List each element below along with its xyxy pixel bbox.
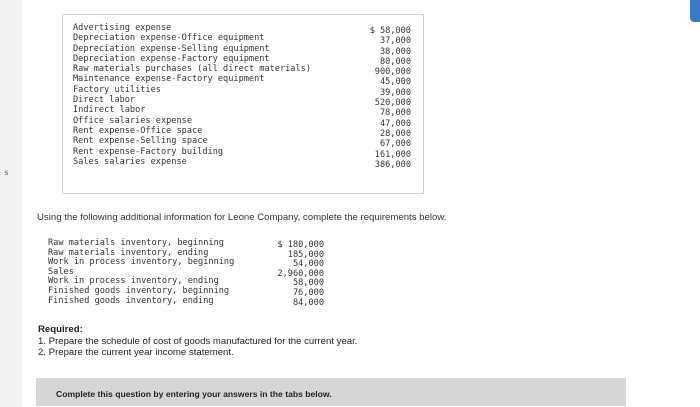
additional-value: 185,000 — [287, 249, 324, 260]
additional-value: $ 180,000 — [277, 240, 324, 250]
expense-label: Office salaries expense — [73, 115, 192, 126]
expense-labels — [73, 23, 311, 167]
expense-value: 28,000 — [379, 128, 411, 139]
additional-info-values — [270, 240, 324, 307]
expense-label: Indirect labor — [73, 105, 146, 116]
expense-label: Advertising expense — [73, 23, 172, 33]
expense-label: Depreciation expense-Selling equipment — [73, 43, 270, 54]
side-marker: s — [4, 168, 9, 177]
additional-value: 54,000 — [292, 259, 324, 270]
expense-label: Rent expense-Office space — [73, 125, 203, 136]
additional-label: Work in process inventory, ending — [48, 276, 219, 287]
expense-value: 38,000 — [379, 46, 411, 57]
expense-table — [62, 14, 424, 194]
expense-value: 80,000 — [379, 56, 411, 67]
expense-value: 900,000 — [374, 67, 411, 78]
expense-label: Factory utilities — [73, 84, 161, 95]
expense-label: Direct labor — [73, 95, 136, 106]
additional-info-labels — [48, 238, 234, 305]
corner-tab[interactable] — [690, 0, 700, 22]
additional-value: 84,000 — [292, 297, 324, 308]
expense-label: Sales salaries expense — [73, 156, 187, 167]
intro-text: Using the following additional information for Leone Company, complete the requirements below. — [37, 212, 447, 223]
additional-value: 58,000 — [292, 278, 324, 289]
expense-values — [370, 26, 411, 170]
expense-value: 386,000 — [374, 159, 411, 170]
required-section — [38, 324, 357, 359]
expense-label: Depreciation expense-Factory equipment — [73, 53, 270, 64]
expense-value: 67,000 — [379, 139, 411, 150]
additional-label: Raw materials inventory, ending — [48, 247, 209, 258]
additional-label: Work in process inventory, beginning — [48, 257, 235, 268]
expense-value: $ 58,000 — [369, 26, 411, 36]
expense-label: Rent expense-Factory building — [73, 146, 224, 157]
expense-label: Depreciation expense-Office equipment — [73, 33, 265, 44]
requirement-1: 1. Prepare the schedule of cost of goods manufactured for the current year. — [38, 335, 358, 347]
expense-value: 47,000 — [379, 118, 411, 129]
additional-label: Finished goods inventory, beginning — [48, 285, 230, 296]
additional-label: Sales — [48, 266, 74, 277]
expense-value: 45,000 — [379, 77, 411, 88]
banner-text: Complete this question by entering your answers in the tabs below. — [56, 389, 332, 399]
expense-label: Rent expense-Selling space — [73, 136, 208, 147]
expense-value: 39,000 — [379, 87, 411, 98]
requirement-2: 2. Prepare the current year income statement. — [38, 347, 234, 358]
expense-value: 78,000 — [379, 108, 411, 119]
instruction-banner — [36, 378, 626, 406]
additional-label: Finished goods inventory, ending — [48, 295, 214, 306]
left-margin-strip — [0, 0, 22, 407]
additional-label: Raw materials inventory, beginning — [48, 238, 224, 248]
additional-value: 2,960,000 — [277, 268, 324, 279]
expense-value: 161,000 — [374, 149, 411, 160]
expense-label: Maintenance expense-Factory equipment — [73, 74, 265, 85]
expense-value: 520,000 — [374, 98, 411, 109]
expense-value: 37,000 — [379, 36, 411, 47]
expense-label: Raw materials purchases (all direct materials) — [73, 64, 311, 75]
additional-value: 76,000 — [292, 287, 324, 298]
required-title: Required: — [38, 324, 83, 335]
